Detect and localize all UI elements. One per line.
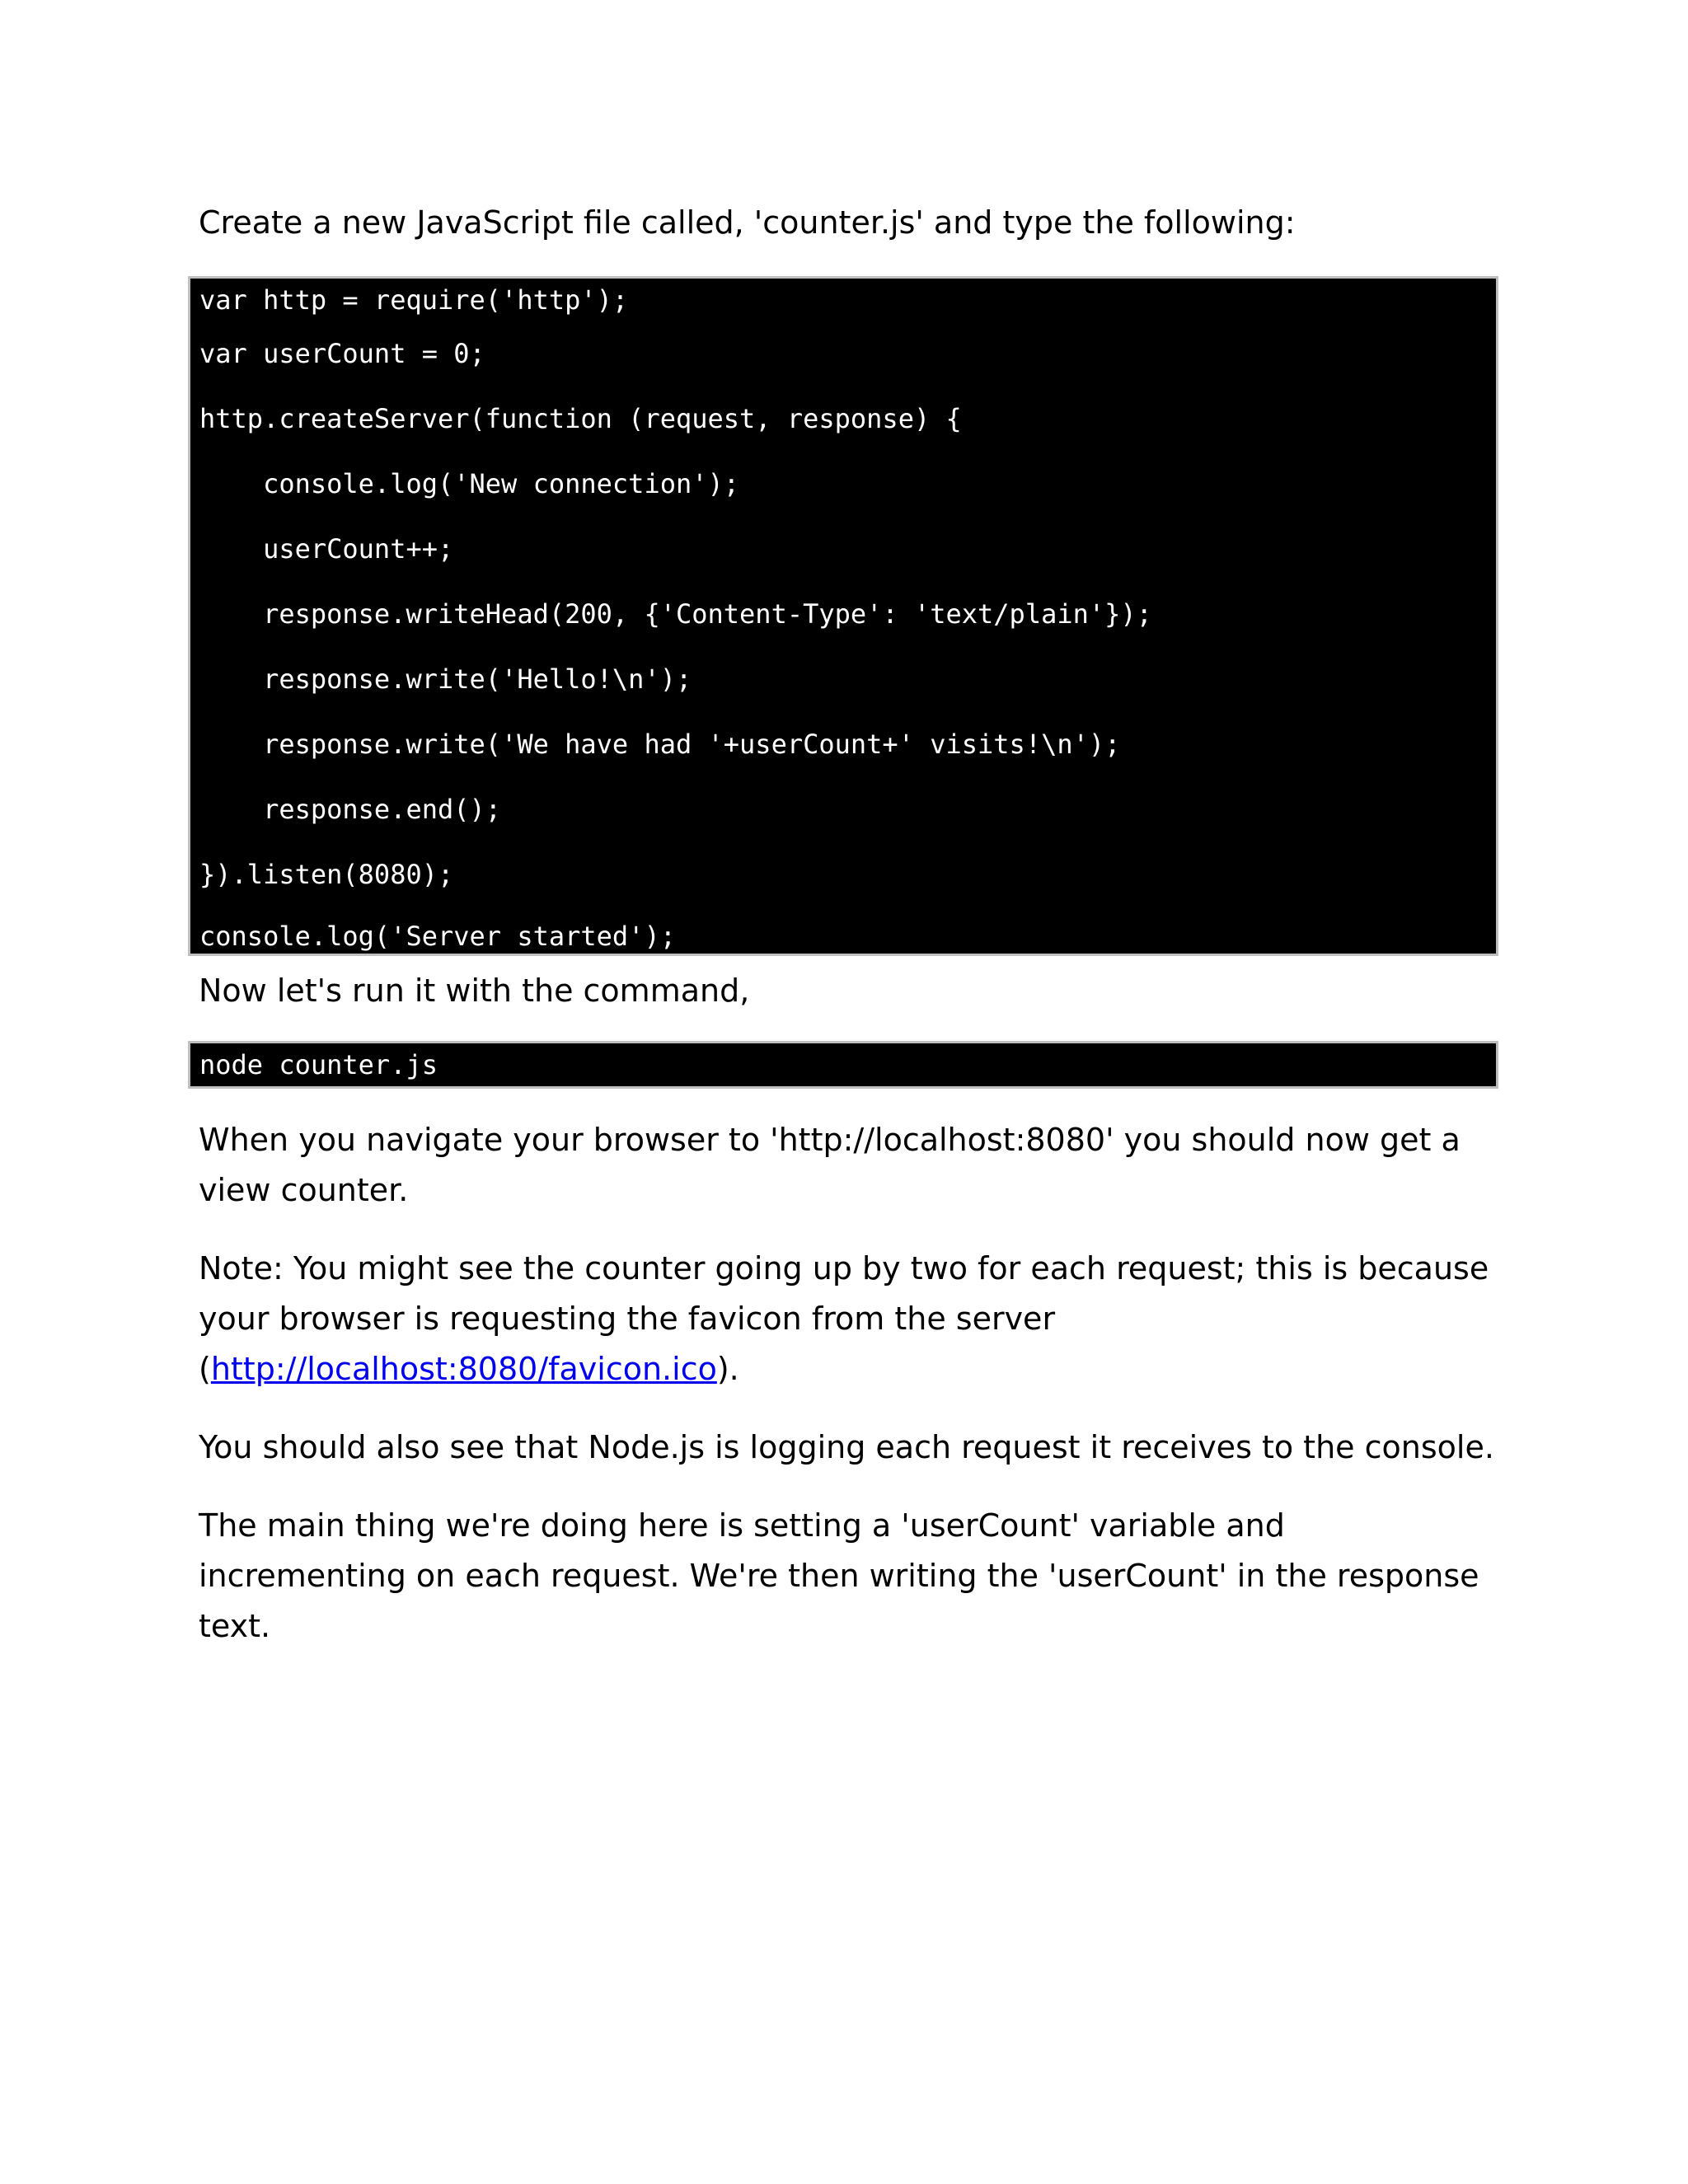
summary-paragraph: The main thing we're doing here is setting a 'userCount' variable and incrementing on each request. We're then writing the 'userCount' in the response text.: [199, 1507, 1479, 1644]
code-line: }).listen(8080);: [199, 859, 454, 890]
code-line: response.writeHead(200, {'Content-Type': 'text/plain'});: [199, 598, 1152, 630]
code-line: userCount++;: [199, 533, 454, 565]
code-line: var userCount = 0;: [199, 338, 485, 369]
code-line: response.end();: [199, 794, 502, 825]
code-line: var http = require('http');: [199, 284, 629, 316]
intro-paragraph: Create a new JavaScript file called, 'counter.js' and type the following:: [199, 204, 1296, 241]
run-command-paragraph: Now let's run it with the command,: [199, 972, 750, 1009]
favicon-link[interactable]: http://localhost:8080/favicon.ico: [210, 1351, 717, 1387]
code-line: response.write('Hello!\n');: [199, 663, 692, 695]
note-text-end: ).: [716, 1351, 739, 1387]
note-text: Note: You might see the counter going up by two for each request; this is because your browser is requesting the favicon from the server (: [199, 1250, 1489, 1387]
document-content: [199, 198, 1499, 1652]
code-line: console.log('New connection');: [199, 468, 740, 499]
logging-paragraph: You should also see that Node.js is logging each request it receives to the console.: [199, 1429, 1494, 1465]
code-block-counter-js: [188, 276, 1498, 956]
navigate-paragraph: When you navigate your browser to 'http://localhost:8080' you should now get a view counter.: [199, 1122, 1461, 1208]
note-paragraph: [199, 1244, 1499, 1394]
code-line: console.log('Server started');: [199, 921, 676, 952]
command-line: node counter.js: [199, 1049, 438, 1080]
code-line: http.createServer(function (request, response) {: [199, 403, 962, 434]
code-block-command: [188, 1041, 1498, 1089]
code-line: response.write('We have had '+userCount+' visits!\n');: [199, 729, 1121, 760]
